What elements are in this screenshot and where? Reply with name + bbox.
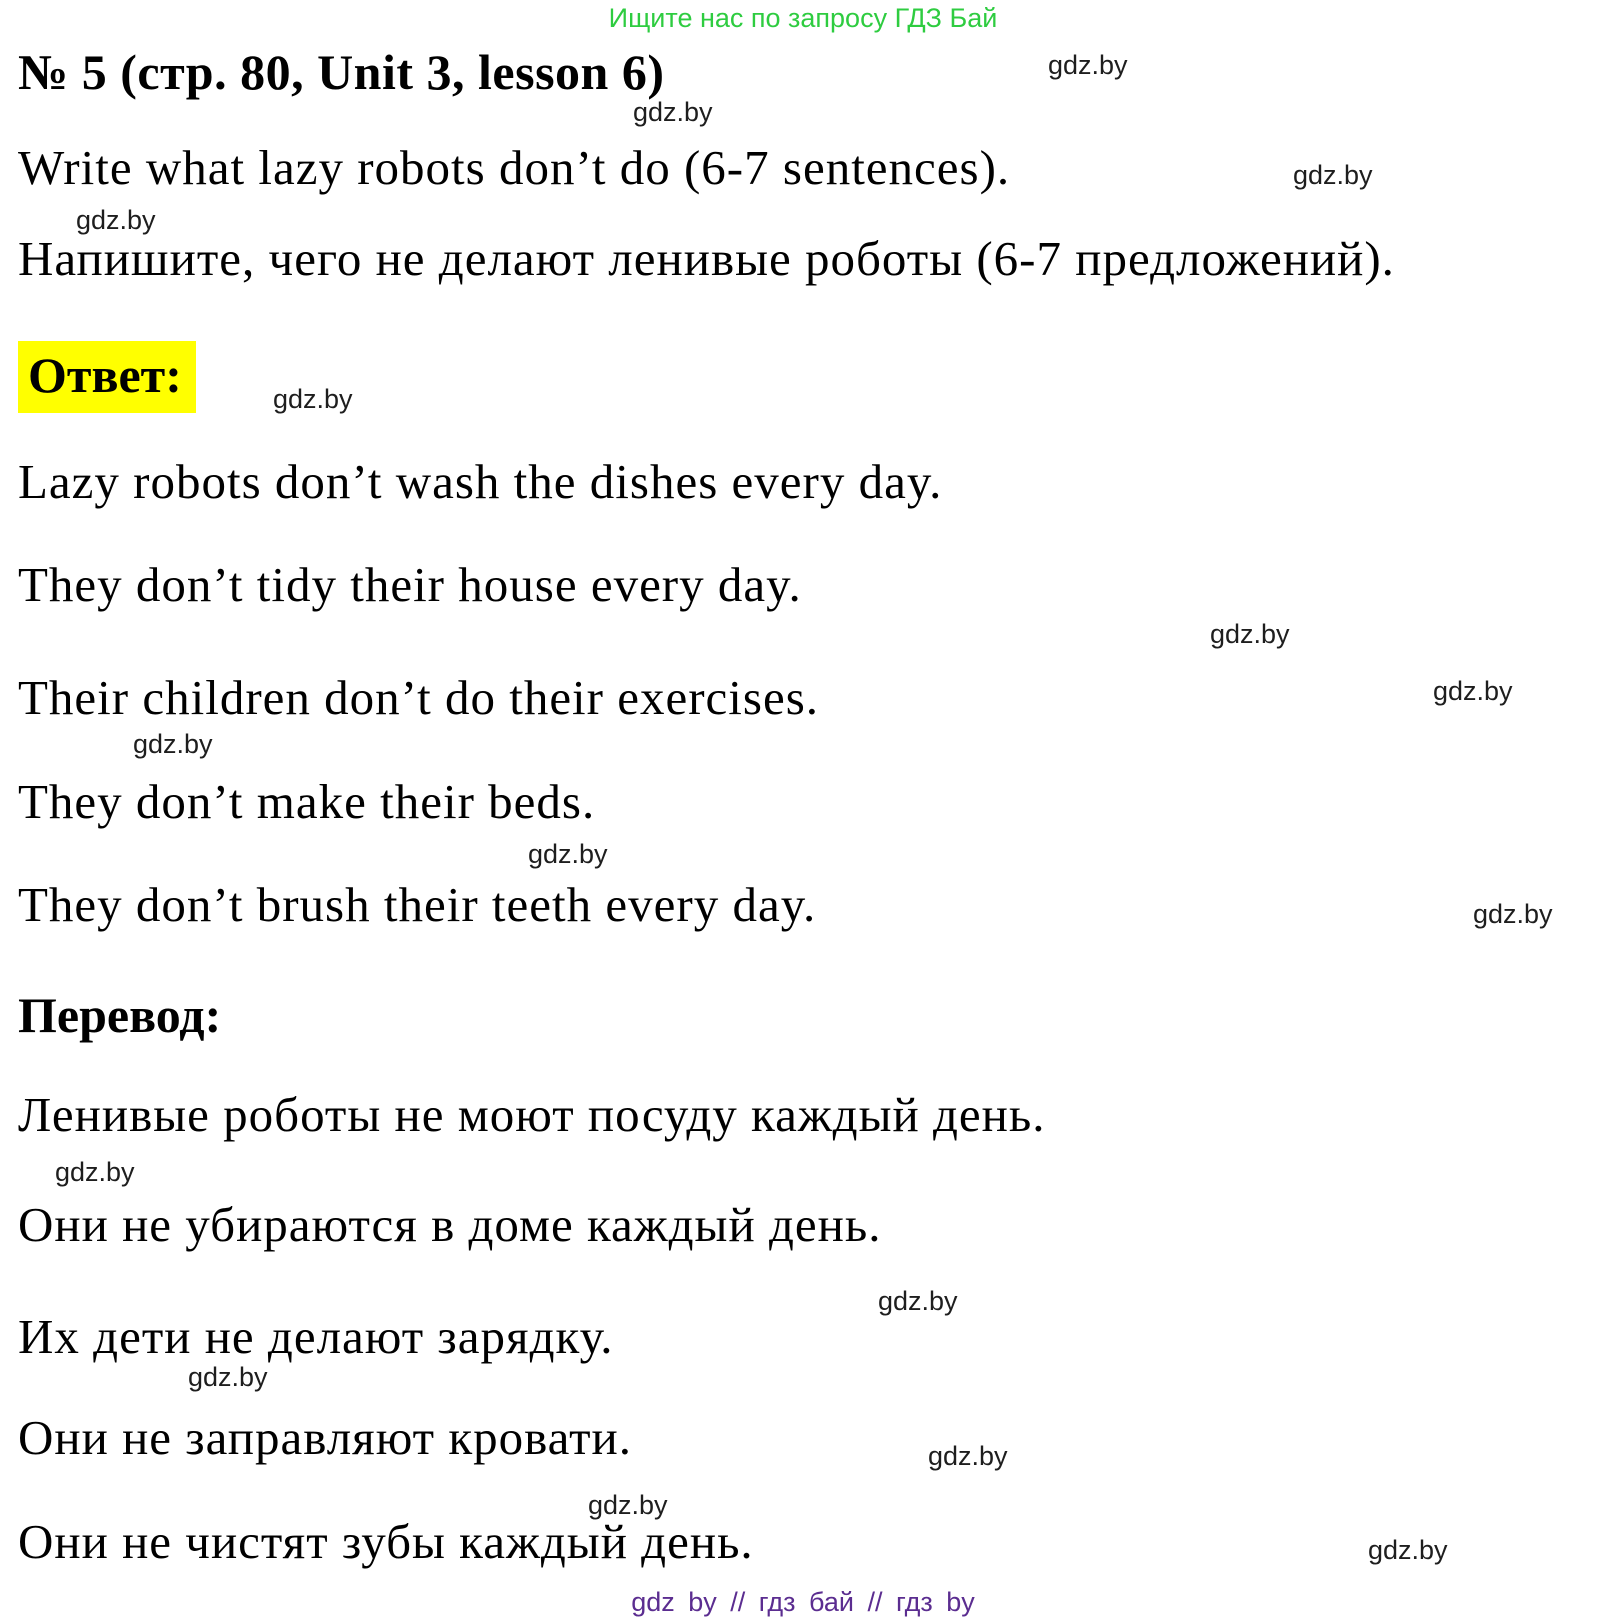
- answer-sentence: They don’t brush their teeth every day.: [18, 877, 817, 932]
- answer-label: Ответ:: [18, 341, 196, 413]
- task-text-ru: Напишите, чего не делают ленивые роботы (6-7 предложений).: [18, 231, 1395, 286]
- translation-sentence: Они не заправляют кровати.: [18, 1410, 632, 1465]
- task-text-en: Write what lazy robots don’t do (6-7 sentences).: [18, 140, 1011, 195]
- answer-sentence: They don’t tidy their house every day.: [18, 557, 802, 612]
- gdz-watermark: gdz.by: [1210, 619, 1290, 649]
- gdz-watermark: gdz.by: [1433, 676, 1513, 706]
- translation-sentence: Они не убираются в доме каждый день.: [18, 1197, 882, 1252]
- gdz-watermark: gdz.by: [188, 1362, 268, 1392]
- gdz-watermark: gdz.by: [55, 1157, 135, 1187]
- gdz-watermark: gdz.by: [878, 1286, 958, 1316]
- gdz-watermark: gdz.by: [273, 384, 353, 414]
- gdz-watermark: gdz.by: [1293, 160, 1373, 190]
- gdz-watermark: gdz.by: [928, 1441, 1008, 1471]
- gdz-watermark: gdz.by: [528, 839, 608, 869]
- translation-sentence: Ленивые роботы не моют посуду каждый день.: [18, 1087, 1046, 1142]
- translation-sentence: Их дети не делают зарядку.: [18, 1309, 614, 1364]
- gdz-watermark: gdz.by: [633, 97, 713, 127]
- answer-sentence: Lazy robots don’t wash the dishes every day.: [18, 454, 943, 509]
- answer-sentence: They don’t make their beds.: [18, 774, 596, 829]
- translation-label: Перевод:: [18, 987, 222, 1043]
- gdz-watermark: gdz.by: [1048, 50, 1128, 80]
- answer-sentence: Their children don’t do their exercises.: [18, 670, 820, 725]
- gdz-watermark: gdz.by: [588, 1490, 668, 1520]
- gdz-watermark: gdz.by: [1368, 1535, 1448, 1565]
- gdz-watermark: gdz.by: [1473, 899, 1553, 929]
- footer-text: gdz by // гдз бай // гдз by: [631, 1587, 975, 1617]
- gdz-watermark: gdz.by: [76, 205, 156, 235]
- translation-sentence: Они не чистят зубы каждый день.: [18, 1514, 754, 1569]
- gdz-watermark: gdz.by: [133, 729, 213, 759]
- exercise-title: № 5 (стр. 80, Unit 3, lesson 6): [18, 44, 665, 100]
- promo-banner: Ищите нас по запросу ГДЗ Бай: [608, 3, 998, 33]
